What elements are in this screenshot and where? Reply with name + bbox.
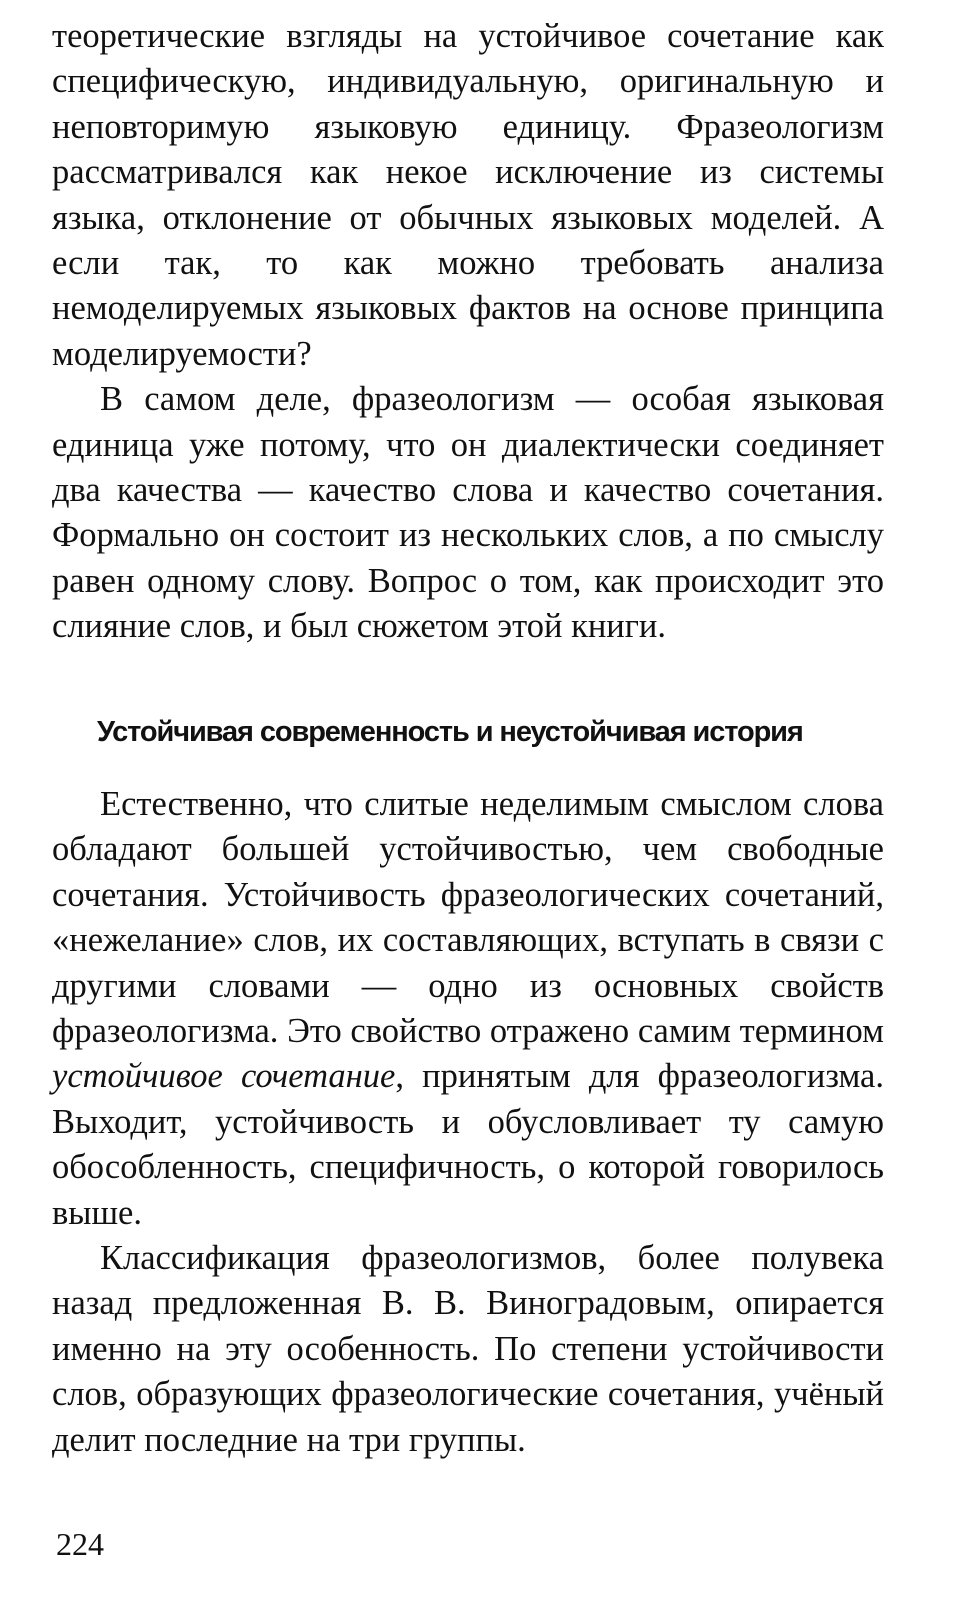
italic-term: устойчивое сочетание: [52, 1057, 396, 1096]
paragraph: Классификация фразеологизмов, более полувека назад предложенная В. В. Виноградовым, опирается именно на эту особенность. По степени устойчивости слов, образующих фразеологические сочетания, учёный делит последние на три группы.: [52, 1239, 884, 1459]
paragraph-continued: теоретические взгляды на устойчивое сочетание как специфическую, индивидуальную, оригинальную и неповторимую языковую единицу. Фразеологизм рассматривался как некое исключение из системы языка, отклонение от обычных языковых моделей. А если так, то как можно требовать анализа немоделируемых языковых фактов на основе принципа моделируемости?: [52, 17, 884, 373]
paragraph: В самом деле, фразеологизм — особая языковая единица уже потому, что он диалектически соединяет два качества — качество слова и качество сочетания. Формально он состоит из нескольких слов, а по смыслу равен одному слову. Вопрос о том, как происходит это слияние слов, и был сюжетом этой книги.: [52, 380, 884, 646]
paragraph: [52, 782, 884, 1236]
page-number: 224: [56, 1526, 104, 1562]
paragraph-text: , принятым для фразеологизма. Выходит, устойчивость и обусловливает ту самую обособленность, специфичность, о которой говорилось выше.: [52, 1057, 884, 1232]
section-heading: Устойчивая современность и неустойчивая история: [97, 716, 803, 748]
lower-text-block: [52, 782, 884, 1463]
paragraph-text: Естественно, что слитые неделимым смыслом слова обладают большей устойчивостью, чем свободные сочетания. Устойчивость фразеологических сочетаний, «нежелание» слов, их составляющих, вступать в связи с другими словами — одно из основных свойств фразеологизма. Это свойство отражено самим термином: [52, 785, 884, 1051]
upper-text-block: [52, 14, 884, 650]
